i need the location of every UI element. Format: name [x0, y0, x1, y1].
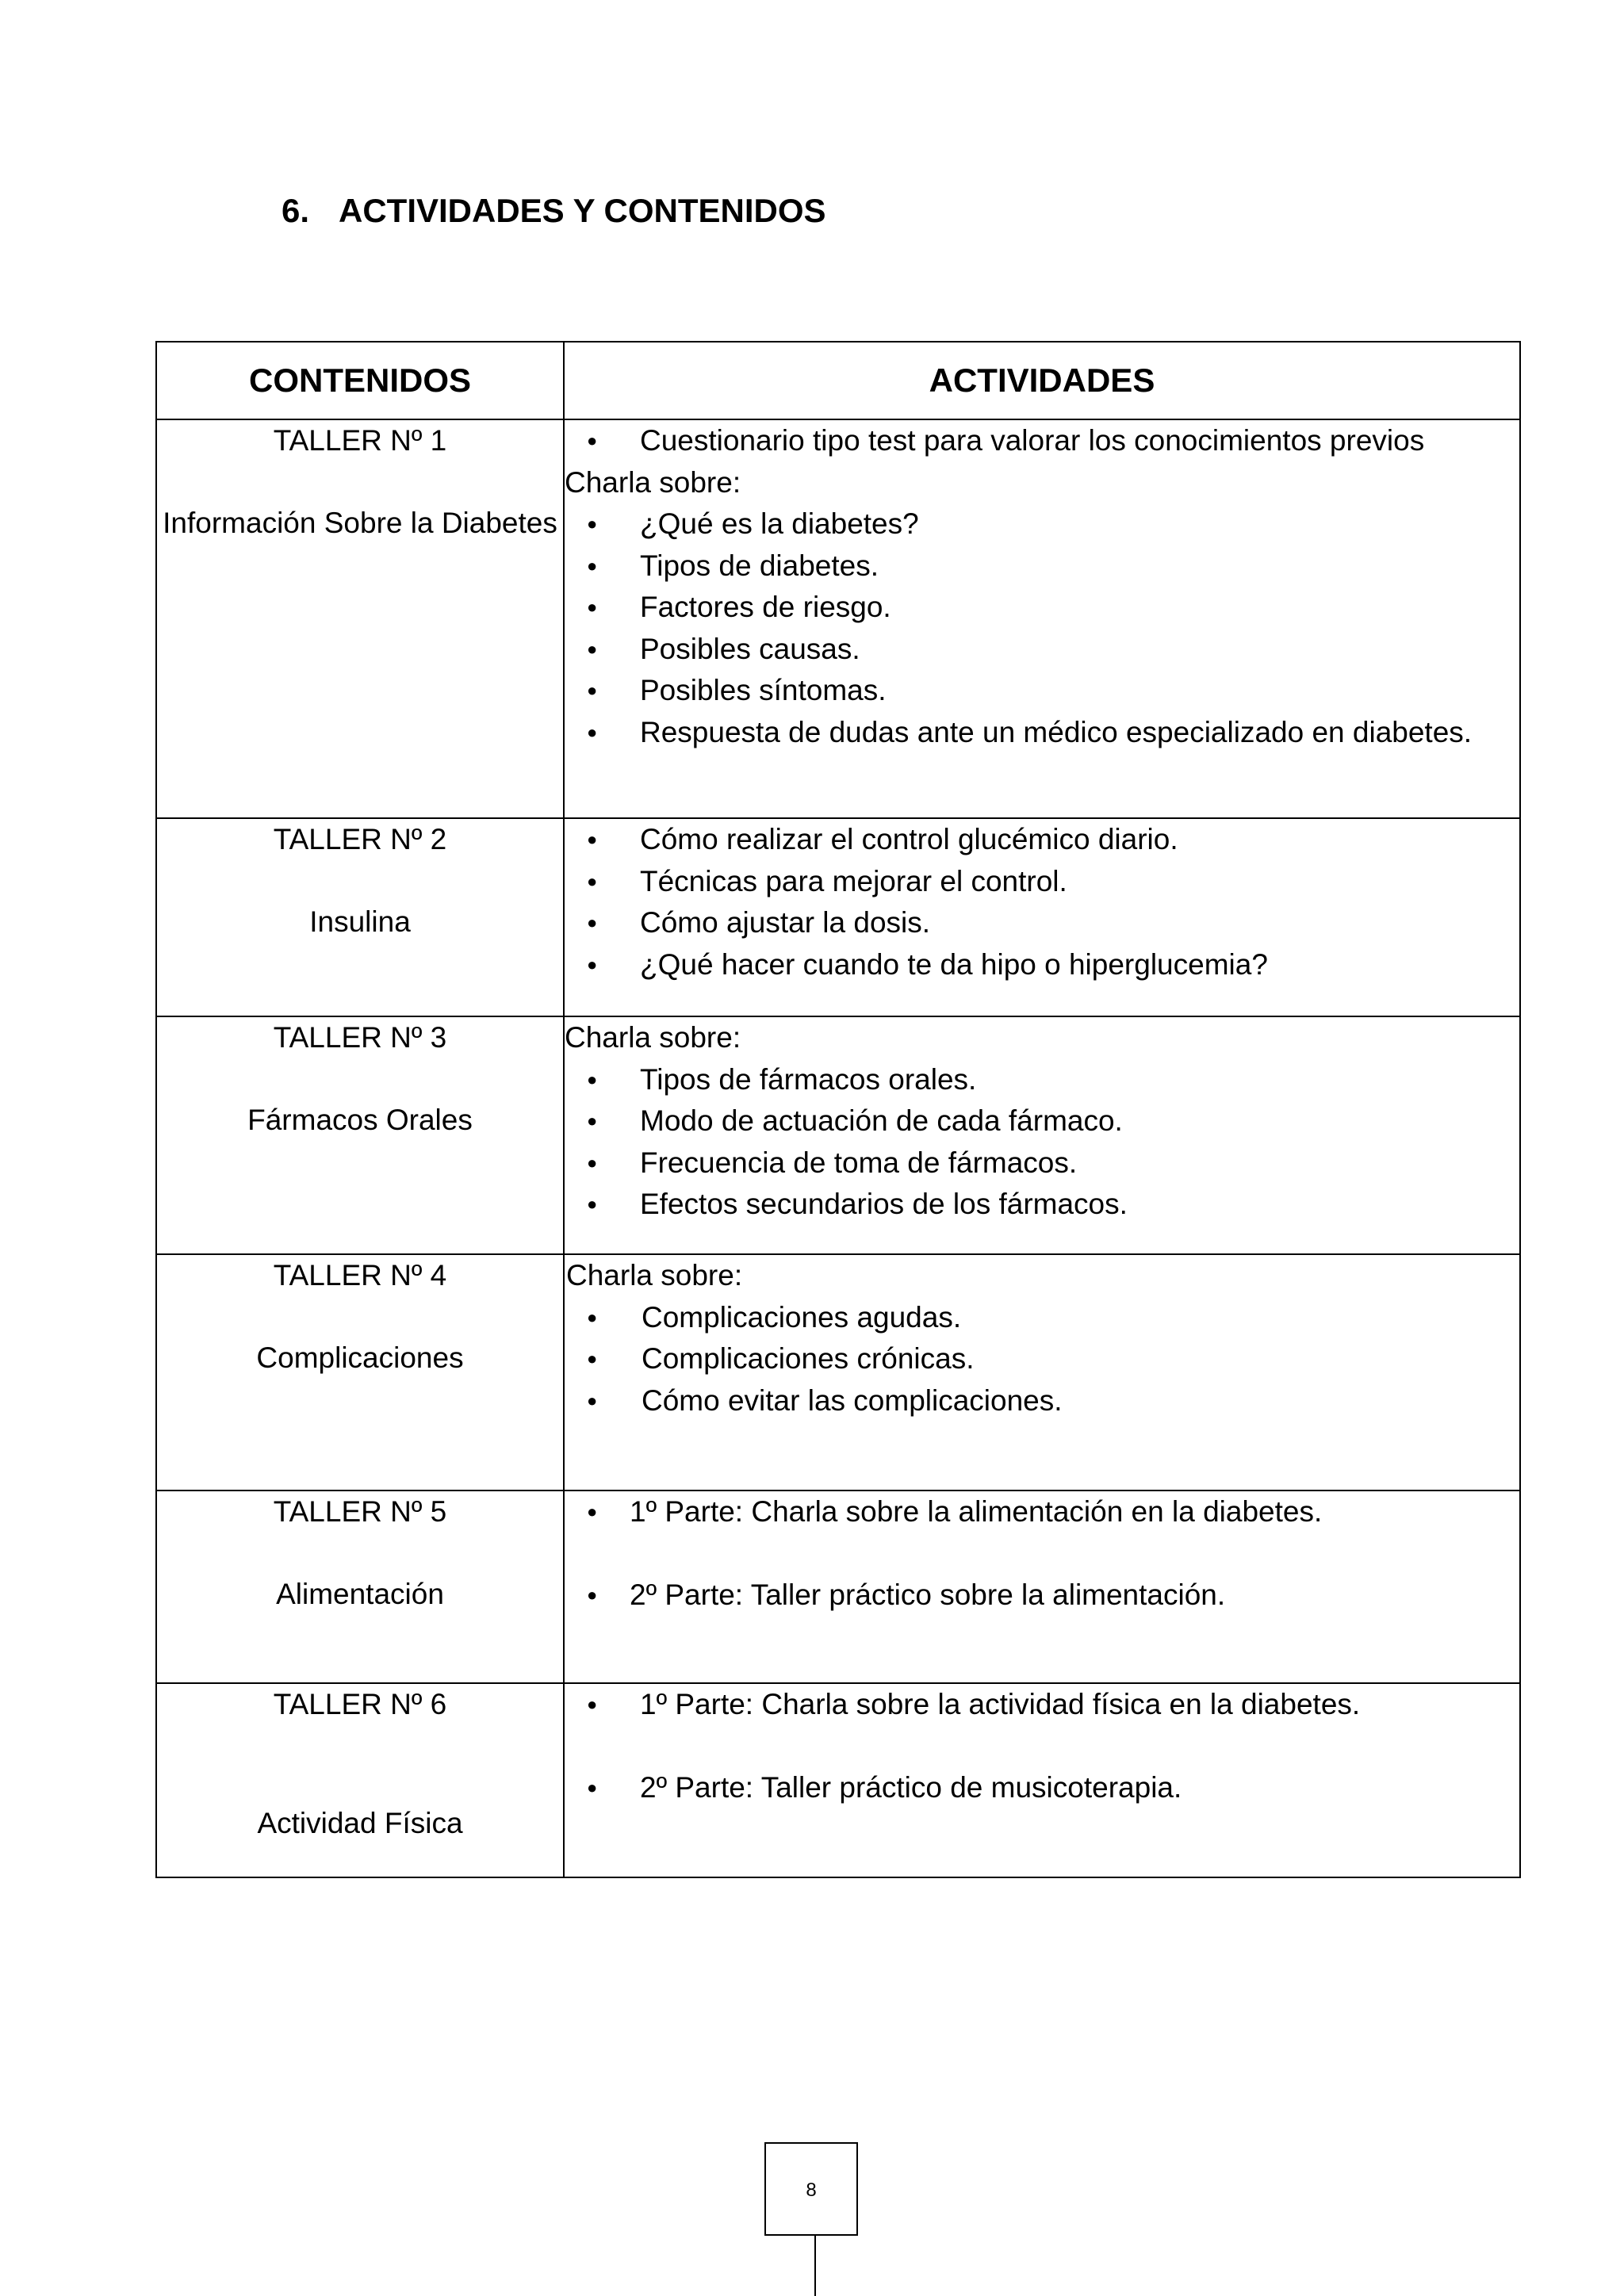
- list-item: ● Cómo evitar las complicaciones.: [565, 1380, 1519, 1422]
- section-heading: [282, 192, 826, 230]
- activities-table: [155, 341, 1521, 1878]
- list-item: ● Posibles síntomas.: [565, 670, 1519, 712]
- taller-label: TALLER Nº 2: [273, 823, 447, 855]
- pre-list: [565, 420, 1519, 462]
- list-item: ● Frecuencia de toma de fármacos.: [565, 1142, 1519, 1184]
- actividad-cell: [564, 1016, 1520, 1254]
- contenido-cell: [156, 818, 564, 1016]
- contenido-cell: [156, 1683, 564, 1877]
- taller-subject: Actividad Física: [257, 1807, 463, 1839]
- taller-label: TALLER Nº 5: [273, 1495, 447, 1528]
- list-item: ● Técnicas para mejorar el control.: [565, 861, 1519, 903]
- taller-label: TALLER Nº 6: [273, 1688, 447, 1720]
- list-item: ● Tipos de diabetes.: [565, 545, 1519, 587]
- table-row: [156, 1490, 1520, 1683]
- intro-text: Charla sobre:: [566, 1259, 743, 1292]
- list-item: ● Cuestionario tipo test para valorar los conocimientos previos: [565, 420, 1519, 462]
- list-item: ● 1º Parte: Charla sobre la alimentación en la diabetes.: [565, 1491, 1519, 1533]
- section-title: ACTIVIDADES Y CONTENIDOS: [339, 192, 826, 229]
- page-number-box: [764, 2142, 858, 2236]
- intro-text: Charla sobre:: [565, 1021, 741, 1054]
- section-number: 6.: [282, 192, 310, 229]
- actividad-cell: [564, 1683, 1520, 1877]
- page-number-line: [814, 2236, 816, 2296]
- table-row: [156, 1683, 1520, 1877]
- taller-label: TALLER Nº 4: [273, 1259, 447, 1292]
- list-item: ● Cómo ajustar la dosis.: [565, 902, 1519, 944]
- header-contenidos: CONTENIDOS: [156, 342, 564, 419]
- activity-list: [565, 1684, 1519, 1808]
- activity-list: [565, 1059, 1519, 1226]
- list-item: ● Modo de actuación de cada fármaco.: [565, 1100, 1519, 1142]
- list-item: ● ¿Qué hacer cuando te da hipo o hiperglucemia?: [565, 944, 1519, 986]
- list-item: ● 2º Parte: Taller práctico sobre la alimentación.: [565, 1575, 1519, 1617]
- page-number: 8: [806, 2179, 817, 2201]
- actividad-cell: [564, 1490, 1520, 1683]
- taller-subject: Información Sobre la Diabetes: [163, 507, 557, 539]
- table-row: [156, 1016, 1520, 1254]
- taller-subject: Fármacos Orales: [247, 1104, 473, 1136]
- taller-label: TALLER Nº 3: [273, 1021, 447, 1054]
- table-row: [156, 818, 1520, 1016]
- list-item: ● 1º Parte: Charla sobre la actividad física en la diabetes.: [565, 1684, 1519, 1726]
- table-row: [156, 1254, 1520, 1490]
- contenido-cell: [156, 1490, 564, 1683]
- list-item: ● Efectos secundarios de los fármacos.: [565, 1184, 1519, 1226]
- taller-subject: Alimentación: [276, 1578, 444, 1610]
- activity-list: [565, 1297, 1519, 1422]
- taller-label: TALLER Nº 1: [273, 424, 447, 457]
- header-actividades: ACTIVIDADES: [564, 342, 1520, 419]
- activity-list: [565, 1491, 1519, 1616]
- contenido-cell: [156, 1016, 564, 1254]
- list-item: ● Posibles causas.: [565, 629, 1519, 671]
- contenido-cell: [156, 1254, 564, 1490]
- actividad-cell: [564, 818, 1520, 1016]
- list-item: ● Complicaciones crónicas.: [565, 1338, 1519, 1380]
- list-item: ● ¿Qué es la diabetes?: [565, 503, 1519, 545]
- list-item: ● Respuesta de dudas ante un médico especializado en diabetes.: [565, 712, 1519, 754]
- activity-list: [565, 819, 1519, 985]
- activity-list: [565, 503, 1519, 753]
- actividad-cell: [564, 419, 1520, 818]
- table-header-row: [156, 342, 1520, 419]
- list-item: ● Complicaciones agudas.: [565, 1297, 1519, 1339]
- list-item: ● 2º Parte: Taller práctico de musicoterapia.: [565, 1767, 1519, 1809]
- table-row: [156, 419, 1520, 818]
- intro-text: Charla sobre:: [565, 465, 741, 499]
- contenido-cell: [156, 419, 564, 818]
- taller-subject: Complicaciones: [256, 1341, 464, 1374]
- taller-subject: Insulina: [309, 905, 411, 938]
- list-item: ● Cómo realizar el control glucémico diario.: [565, 819, 1519, 861]
- list-item: ● Factores de riesgo.: [565, 587, 1519, 629]
- list-item: ● Tipos de fármacos orales.: [565, 1059, 1519, 1101]
- actividad-cell: [564, 1254, 1520, 1490]
